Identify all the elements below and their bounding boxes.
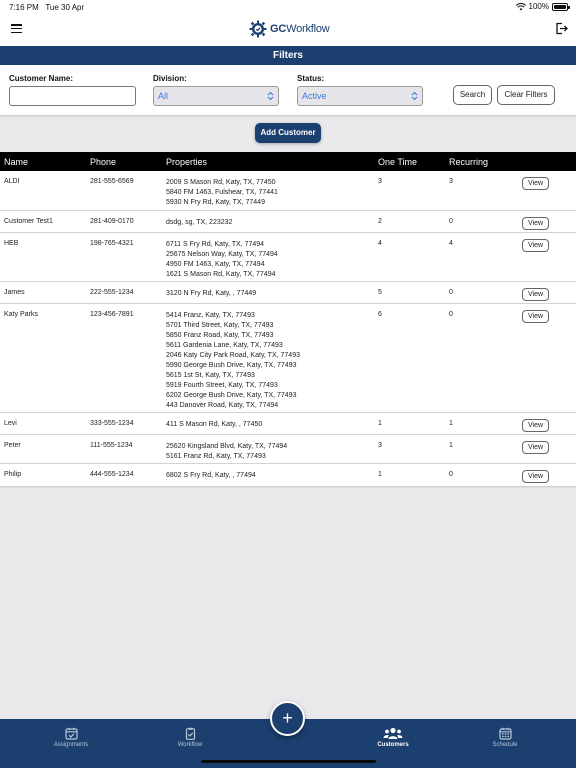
recurring-count: 4	[449, 240, 453, 247]
one-time-count: 3	[378, 442, 382, 449]
customer-phone: 281-409-0170	[90, 218, 134, 225]
battery-percent: 100%	[528, 2, 549, 11]
calendar-check-icon	[65, 727, 78, 740]
column-header-properties: Properties	[166, 157, 208, 167]
logo-bold-text: GC	[270, 23, 287, 35]
customer-properties	[166, 420, 262, 430]
customers-table	[0, 171, 576, 486]
column-header-name: Name	[4, 157, 29, 167]
logo-text: Workflow	[286, 23, 330, 35]
property-address: 2009 S Mason Rd, Katy, TX, 77450	[166, 179, 276, 186]
division-select[interactable]	[153, 86, 279, 106]
property-address: 25620 Kingsland Blvd, Katy, TX, 77494	[166, 443, 288, 450]
customer-name-label: Customer Name:	[9, 74, 74, 83]
recurring-count: 0	[449, 218, 453, 225]
view-button[interactable]: View	[522, 239, 549, 252]
logout-icon[interactable]	[555, 22, 568, 35]
clipboard-check-icon	[184, 727, 197, 740]
customer-properties	[166, 218, 232, 228]
table-row	[0, 464, 576, 486]
property-address: 1621 S Mason Rd, Katy, TX, 77494	[166, 271, 276, 278]
property-address: 6711 S Fry Rd, Katy, TX, 77494	[166, 241, 265, 248]
table-row	[0, 435, 576, 464]
one-time-count: 3	[378, 178, 382, 185]
property-address: 5930 N Fry Rd, Katy, TX, 77449	[166, 199, 265, 206]
table-row	[0, 233, 576, 282]
customer-properties	[166, 471, 256, 481]
customer-properties	[166, 178, 278, 208]
property-address: 5990 George Bush Drive, Katy, TX, 77493	[166, 362, 297, 369]
recurring-count: 1	[449, 442, 453, 449]
battery-icon	[552, 3, 568, 11]
table-row	[0, 211, 576, 233]
property-address: 5414 Franz, Katy, TX, 77493	[166, 312, 255, 319]
app-header	[0, 14, 576, 46]
property-address: 5701 Third Street, Katy, TX, 77493	[166, 322, 274, 329]
customer-phone: 333-555-1234	[90, 420, 134, 427]
property-address: 5161 Franz Rd, Katy, TX, 77493	[166, 453, 266, 460]
one-time-count: 4	[378, 240, 382, 247]
view-button[interactable]: View	[522, 217, 549, 230]
filters-title: Filters	[0, 46, 576, 65]
select-arrows-icon	[267, 91, 274, 101]
property-address: 5919 Fourth Street, Katy, TX, 77493	[166, 382, 278, 389]
property-address: 4950 FM 1463, Katy, TX, 77494	[166, 261, 265, 268]
customer-phone: 222-555-1234	[90, 289, 134, 296]
customer-phone: 444-555-1234	[90, 471, 134, 478]
customer-name: Philip	[4, 471, 22, 478]
one-time-count: 5	[378, 289, 382, 296]
column-header-recurring: Recurring	[449, 157, 489, 167]
users-icon	[383, 727, 403, 740]
one-time-count: 1	[378, 420, 382, 427]
recurring-count: 3	[449, 178, 453, 185]
customer-properties	[166, 442, 287, 462]
recurring-count: 0	[449, 311, 453, 318]
status-bar	[0, 0, 576, 14]
status-select[interactable]	[297, 86, 423, 106]
add-customer-button[interactable]: Add Customer	[255, 123, 321, 143]
tab-label: Customers	[377, 742, 409, 748]
property-address: 25675 Nelson Way, Katy, TX, 77494	[166, 251, 278, 258]
customer-properties	[166, 289, 256, 299]
customer-phone: 281-555-6569	[90, 178, 134, 185]
customer-properties	[166, 240, 278, 280]
recurring-count: 0	[449, 289, 453, 296]
wifi-icon	[516, 3, 526, 11]
property-address: dsdg, sg, TX, 223232	[166, 219, 233, 226]
table-row	[0, 282, 576, 304]
tab-label: Assignments	[53, 742, 89, 748]
table-header	[0, 152, 576, 171]
column-header-phone: Phone	[90, 157, 117, 167]
customer-name: Customer Test1	[4, 218, 53, 225]
customer-name: Katy Parks	[4, 311, 38, 318]
app-logo	[249, 20, 330, 38]
view-button[interactable]: View	[522, 470, 549, 483]
property-address: 2046 Katy City Park Road, Katy, TX, 77493	[166, 352, 300, 359]
plus-icon: +	[282, 708, 293, 728]
home-indicator	[201, 760, 376, 763]
clear-filters-button[interactable]: Clear Filters	[497, 85, 555, 105]
property-address: 3120 N Fry Rd, Katy, , 77449	[166, 290, 257, 297]
select-arrows-icon	[411, 91, 418, 101]
customer-name: Peter	[4, 442, 21, 449]
property-address: 6202 George Bush Drive, Katy, TX, 77493	[166, 392, 297, 399]
column-header-one-time: One Time	[378, 157, 418, 167]
tab-workflow[interactable]	[160, 727, 220, 748]
view-button[interactable]: View	[522, 288, 549, 301]
filters-panel	[0, 65, 576, 115]
customer-phone: 198-765-4321	[90, 240, 134, 247]
search-button[interactable]: Search	[453, 85, 492, 105]
table-row	[0, 304, 576, 413]
add-button[interactable]	[270, 701, 305, 736]
property-address: 5840 FM 1463, Fulshear, TX, 77441	[166, 189, 278, 196]
customer-name: ALDI	[4, 178, 20, 185]
customer-name: HEB	[4, 240, 19, 247]
view-button[interactable]: View	[522, 177, 549, 190]
tab-assignments[interactable]	[41, 727, 101, 748]
customer-name: James	[4, 289, 25, 296]
view-button[interactable]: View	[522, 419, 549, 432]
property-address: 5615 1st St, Katy, TX, 77493	[166, 372, 255, 379]
tab-customers[interactable]	[363, 727, 423, 748]
customer-phone: 123-456-7891	[90, 311, 134, 318]
customer-properties	[166, 311, 300, 411]
status-value: Active	[302, 91, 327, 101]
one-time-count: 6	[378, 311, 382, 318]
calendar-grid-icon	[499, 727, 512, 740]
view-button[interactable]: View	[522, 310, 549, 323]
table-row	[0, 413, 576, 435]
gear-logo-icon	[249, 20, 267, 38]
division-value: All	[158, 91, 169, 101]
one-time-count: 1	[378, 471, 382, 478]
property-address: 5850 Franz Road, Katy, TX, 77493	[166, 332, 274, 339]
property-address: 5611 Gardenia Lane, Katy, TX, 77493	[166, 342, 283, 349]
view-button[interactable]: View	[522, 441, 549, 454]
status-indicators	[516, 2, 568, 11]
property-address: 443 Danover Road, Katy, TX, 77494	[166, 402, 279, 409]
customer-name-input[interactable]	[9, 86, 136, 106]
tab-schedule[interactable]	[475, 727, 535, 748]
property-address: 411 S Mason Rd, Katy, , 77450	[166, 421, 263, 428]
customer-name: Levi	[4, 420, 17, 427]
status-time: 7:16 PM Tue 30 Apr	[9, 3, 85, 12]
recurring-count: 1	[449, 420, 453, 427]
tab-label: Schedule	[492, 742, 518, 748]
recurring-count: 0	[449, 471, 453, 478]
status-label: Status:	[297, 74, 325, 83]
hamburger-menu-icon[interactable]	[11, 24, 22, 33]
property-address: 6802 S Fry Rd, Katy, , 77494	[166, 472, 256, 479]
one-time-count: 2	[378, 218, 382, 225]
table-row	[0, 171, 576, 211]
tab-label: Workflow	[177, 742, 203, 748]
customer-phone: 111-555-1234	[90, 442, 133, 449]
division-label: Division:	[153, 74, 187, 83]
